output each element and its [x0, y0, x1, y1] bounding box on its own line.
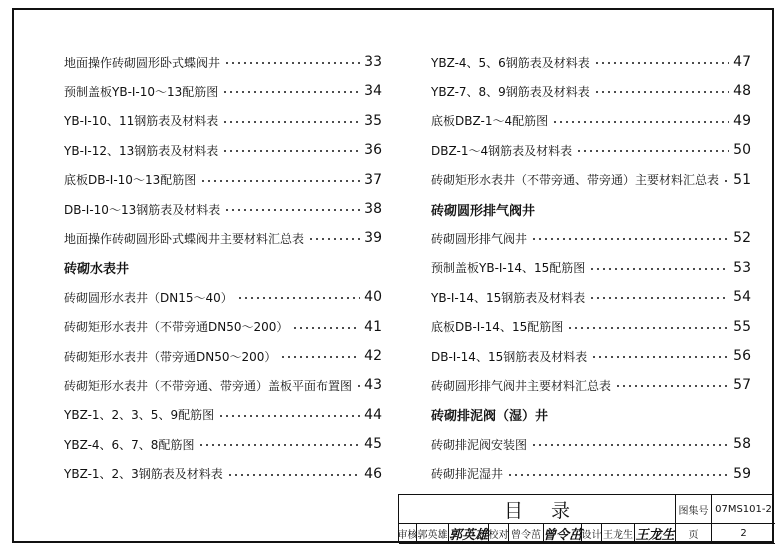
leader-dots: [280, 356, 360, 358]
page-label: 页: [676, 524, 712, 544]
toc-entry-title: YBZ-4、5、6钢筋表及材料表: [431, 55, 590, 70]
toc-entry[interactable]: [64, 81, 382, 101]
toc-entry-title: YBZ-7、8、9钢筋表及材料表: [431, 84, 590, 99]
toc-entry-title: 砖砌排泥湿井: [431, 467, 504, 482]
leader-dots: [567, 327, 729, 329]
leader-dots: [222, 121, 360, 123]
toc-entry[interactable]: [64, 228, 382, 248]
toc-entry-title: 砖砌圆形水表井（DN15～40）: [64, 290, 233, 305]
toc-entry-title: 砖砌矩形水表井（不带旁通、带旁通）盖板平面布置图: [64, 378, 353, 393]
check-label: 校对: [489, 524, 509, 544]
leader-dots: [723, 180, 729, 182]
toc-entry-page: 44: [364, 406, 382, 423]
toc-entry-page: 48: [733, 83, 751, 100]
leader-dots: [292, 327, 360, 329]
toc-entry[interactable]: [431, 464, 751, 484]
leader-dots: [224, 209, 360, 211]
review-label: 审核: [399, 524, 417, 544]
title-block: [398, 494, 774, 543]
toc-entry-page: 54: [733, 289, 751, 306]
toc-entry-title: YBZ-1、2、3、5、9配筋图: [64, 408, 215, 423]
toc-entry-page: 51: [733, 171, 751, 188]
check-name: 曾令茁: [509, 524, 544, 544]
toc-entry-page: 50: [733, 142, 751, 159]
leader-dots: [591, 356, 729, 358]
toc-entry-page: 37: [364, 171, 382, 188]
toc-entry-title: YBZ-1、2、3钢筋表及材料表: [64, 467, 223, 482]
toc-entry-title: 地面操作砖砌圆形卧式蝶阀井: [64, 55, 221, 70]
toc-entry[interactable]: [64, 287, 382, 307]
toc-entry-page: 33: [364, 54, 382, 70]
leader-dots: [222, 150, 360, 152]
toc-entry[interactable]: [431, 170, 751, 190]
toc-entry-page: 52: [733, 230, 751, 247]
toc-entry-page: 57: [733, 377, 751, 394]
leader-dots: [531, 444, 729, 446]
toc-entry-title: YBZ-4、6、7、8配筋图: [64, 437, 195, 452]
atlas-number: 07MS101-2: [712, 495, 775, 524]
toc-entry-title: YB-Ⅰ-14、15钢筋表及材料表: [431, 290, 586, 305]
leader-dots: [308, 238, 360, 240]
toc-entry-title: 砖砌矩形水表井（不带旁通DN50～200）: [64, 320, 289, 335]
toc-entry-page: 41: [364, 318, 382, 335]
toc-entry-page: 36: [364, 142, 382, 159]
toc-entry-title: 底板DBZ-1～4配筋图: [431, 114, 549, 129]
toc-entry-page: 46: [364, 465, 382, 482]
leader-dots: [227, 474, 360, 476]
toc-entry-page: 55: [733, 318, 751, 335]
toc-entry[interactable]: [64, 140, 382, 160]
leader-dots: [531, 238, 729, 240]
section-heading: 砖砌排泥阀（湿）井: [431, 409, 549, 425]
toc-entry-page: 49: [733, 112, 751, 129]
leader-dots: [198, 444, 360, 446]
toc-entry-title: 底板DB-Ⅰ-14、15配筋图: [431, 320, 564, 335]
atlas-label: 图集号: [676, 495, 712, 524]
toc-entry-title: DB-Ⅰ-14、15钢筋表及材料表: [431, 349, 588, 364]
toc-entry-title: 预制盖板YB-Ⅰ-14、15配筋图: [431, 261, 586, 276]
toc-entry[interactable]: [64, 199, 382, 219]
toc-entry-title: 地面操作砖砌圆形卧式蝶阀井主要材料汇总表: [64, 231, 305, 246]
toc-entry-page: 45: [364, 436, 382, 453]
toc-entry-page: 35: [364, 112, 382, 129]
design-label: 设计: [582, 524, 602, 544]
toc-entry[interactable]: [431, 317, 751, 337]
leader-dots: [552, 121, 729, 123]
leader-dots: [200, 180, 360, 182]
toc-entry[interactable]: [64, 111, 382, 131]
toc-entry[interactable]: [64, 405, 382, 425]
toc-entry[interactable]: [431, 111, 751, 131]
toc-entry-page: 40: [364, 289, 382, 306]
toc-entry[interactable]: [64, 346, 382, 366]
leader-dots: [594, 91, 729, 93]
toc-entry-title: 底板DB-Ⅰ-10～13配筋图: [64, 173, 197, 188]
leader-dots: [576, 150, 729, 152]
review-name: 郭英雄: [417, 524, 449, 544]
toc-entry-title: DBZ-1～4钢筋表及材料表: [431, 143, 573, 158]
toc-entry-page: 59: [733, 465, 751, 482]
toc-entry[interactable]: [431, 258, 751, 278]
toc-entry[interactable]: [431, 52, 751, 72]
toc-entry[interactable]: [431, 287, 751, 307]
page-number: 2: [712, 524, 775, 544]
toc-entry-title: YB-Ⅰ-12、13钢筋表及材料表: [64, 143, 219, 158]
toc-entry[interactable]: [431, 81, 751, 101]
toc-entry[interactable]: [64, 52, 382, 72]
toc-entry-page: 47: [733, 54, 751, 70]
toc-entry-title: 砖砌圆形排气阀井: [431, 231, 528, 246]
leader-dots: [222, 91, 360, 93]
toc-entry-title: 砖砌排泥阀安装图: [431, 437, 528, 452]
section-heading: 砖砌水表井: [64, 262, 130, 278]
toc-entry[interactable]: [431, 228, 751, 248]
leader-dots: [594, 62, 729, 64]
leader-dots: [507, 474, 729, 476]
toc-entry-page: 58: [733, 436, 751, 453]
leader-dots: [237, 297, 360, 299]
toc-entry[interactable]: [64, 434, 382, 454]
toc-entry-title: 砖砌矩形水表井（带旁通DN50～200）: [64, 349, 277, 364]
toc-entry-title: YB-Ⅰ-10、11钢筋表及材料表: [64, 114, 219, 129]
leader-dots: [356, 385, 360, 387]
toc-entry-title: DB-Ⅰ-10～13钢筋表及材料表: [64, 202, 221, 217]
toc-entry-page: 43: [364, 377, 382, 394]
review-signature: 郭英雄: [449, 524, 489, 544]
toc-entry-page: 53: [733, 259, 751, 276]
toc-entry-page: 42: [364, 348, 382, 364]
toc-entry[interactable]: [431, 375, 751, 395]
section-heading: 砖砌圆形排气阀井: [431, 203, 536, 219]
toc-entry[interactable]: [64, 375, 382, 395]
document-title: 目录: [399, 495, 676, 524]
leader-dots: [615, 385, 729, 387]
leader-dots: [218, 415, 360, 417]
toc-entry-title: 砖砌圆形排气阀井主要材料汇总表: [431, 378, 612, 393]
toc-entry-title: 砖砌矩形水表井（不带旁通、带旁通）主要材料汇总表: [431, 173, 720, 188]
toc-entry-page: 39: [364, 230, 382, 247]
design-name: 王龙生: [602, 524, 635, 544]
drawing-sheet: [12, 8, 774, 543]
toc-entry[interactable]: [64, 170, 382, 190]
check-signature: 曾令茁: [544, 524, 582, 544]
leader-dots: [589, 268, 729, 270]
toc-entry[interactable]: [431, 346, 751, 366]
toc-entry[interactable]: [431, 140, 751, 160]
leader-dots: [224, 62, 360, 64]
toc-entry-page: 56: [733, 348, 751, 364]
toc-entry[interactable]: [64, 464, 382, 484]
toc-entry[interactable]: [431, 434, 751, 454]
toc-entry-page: 38: [364, 201, 382, 217]
toc-entry-page: 34: [364, 83, 382, 100]
toc-entry[interactable]: [64, 317, 382, 337]
leader-dots: [589, 297, 729, 299]
design-signature: 王龙生: [635, 524, 676, 544]
toc-entry-title: 预制盖板YB-Ⅰ-10～13配筋图: [64, 84, 219, 99]
